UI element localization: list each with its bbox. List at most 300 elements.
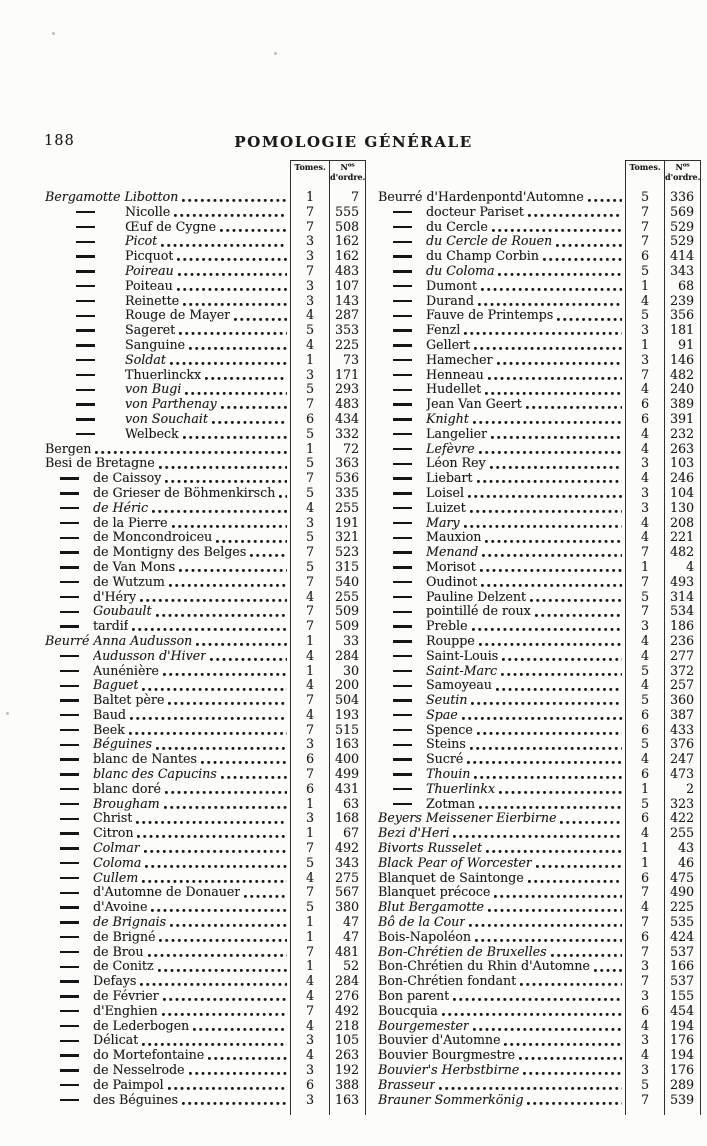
- variety-name: pointillé de roux: [426, 604, 531, 619]
- ordre-value: 30: [330, 664, 366, 679]
- variety-name: Bergen: [45, 441, 92, 456]
- tome-value: 6: [625, 397, 665, 412]
- ordre-value: 376: [665, 737, 701, 752]
- ordre-value: 540: [330, 575, 366, 590]
- ditto-dash: [393, 788, 412, 790]
- index-row: [378, 826, 701, 841]
- ditto-dash-cell: [378, 412, 426, 427]
- tome-value: 1: [290, 190, 330, 205]
- ditto-dash: [60, 995, 79, 997]
- tome-value: 4: [290, 1019, 330, 1034]
- ordre-value: 343: [330, 856, 366, 871]
- variety-name: Mary: [426, 515, 460, 530]
- ditto-dash: [76, 433, 95, 435]
- tome-value: 3: [290, 516, 330, 531]
- ditto-dash-cell: [378, 294, 426, 309]
- ditto-dash: [393, 270, 412, 272]
- dot-leader: [523, 1072, 622, 1075]
- variety-name: Thuerlinckx: [125, 367, 202, 382]
- ordre-value: 353: [330, 323, 366, 338]
- index-column-right: [366, 160, 701, 1115]
- variety-name: Délicat: [93, 1033, 139, 1048]
- dot-leader: [453, 998, 622, 1001]
- index-row: [45, 871, 366, 886]
- index-row: [378, 1033, 701, 1048]
- index-row: [378, 1093, 701, 1108]
- tome-value: 7: [625, 915, 665, 930]
- dot-leader: [499, 791, 622, 794]
- index-row: [45, 516, 366, 531]
- dot-leader: [169, 584, 287, 587]
- dot-leader: [498, 273, 622, 276]
- index-row: [45, 1093, 366, 1108]
- dot-leader: [543, 258, 622, 261]
- ditto-dash-cell: [45, 693, 93, 708]
- index-row: [378, 959, 701, 974]
- tome-value: 5: [290, 323, 330, 338]
- ditto-dash-cell: [45, 368, 125, 383]
- ditto-dash-cell: [45, 264, 125, 279]
- tome-value: 3: [625, 501, 665, 516]
- dot-leader: [148, 954, 288, 957]
- ditto-dash-cell: [378, 545, 426, 560]
- ordre-value: 193: [330, 708, 366, 723]
- tome-value: 3: [290, 234, 330, 249]
- ditto-dash-cell: [45, 427, 125, 442]
- variety-name: Langelier: [426, 426, 488, 441]
- ditto-dash-cell: [45, 871, 93, 886]
- tome-value: 7: [290, 945, 330, 960]
- ditto-dash: [76, 389, 95, 391]
- ditto-dash-cell: [378, 737, 426, 752]
- index-row: [378, 1063, 701, 1078]
- index-row: [378, 782, 701, 797]
- ditto-dash: [76, 270, 95, 272]
- index-row: [45, 811, 366, 826]
- dot-leader: [165, 480, 287, 483]
- ordre-value: 539: [665, 1093, 701, 1108]
- dot-leader: [183, 436, 287, 439]
- dot-leader: [492, 229, 622, 232]
- variety-name: de Nesselrode: [93, 1063, 185, 1078]
- ordre-value: 257: [665, 678, 701, 693]
- ditto-dash-cell: [45, 649, 93, 664]
- index-row: [45, 737, 366, 752]
- variety-name: Goubault: [93, 604, 152, 619]
- tome-value: 5: [625, 737, 665, 752]
- variety-name: Henneau: [426, 367, 484, 382]
- ditto-dash-cell: [45, 826, 93, 841]
- index-row: [45, 590, 366, 605]
- ordre-value: 315: [330, 560, 366, 575]
- variety-name: Brasseur: [378, 1077, 436, 1092]
- tome-value: 3: [625, 1063, 665, 1078]
- dot-leader: [468, 495, 622, 498]
- ditto-dash: [60, 655, 79, 657]
- index-row: [45, 752, 366, 767]
- variety-name: von Bugi: [125, 382, 182, 397]
- dot-leader: [453, 835, 622, 838]
- tome-value: 6: [625, 249, 665, 264]
- ditto-dash: [60, 921, 79, 923]
- dot-leader: [189, 1072, 287, 1075]
- ditto-dash: [60, 670, 79, 672]
- dot-leader: [588, 199, 622, 202]
- dot-leader: [485, 392, 622, 395]
- index-row: [45, 1063, 366, 1078]
- dot-leader: [170, 362, 287, 365]
- ordre-value: 43: [665, 841, 701, 856]
- ditto-dash: [393, 537, 412, 539]
- index-row: [378, 397, 701, 412]
- tome-value: 7: [625, 945, 665, 960]
- ordre-value: 247: [665, 752, 701, 767]
- ditto-dash-cell: [378, 427, 426, 442]
- index-row: [45, 353, 366, 368]
- index-row: [378, 1048, 701, 1063]
- variety-name: de Conitz: [93, 959, 154, 974]
- ditto-dash: [60, 877, 79, 879]
- index-row: [45, 826, 366, 841]
- tome-value: 6: [625, 723, 665, 738]
- variety-name: docteur Pariset: [426, 204, 524, 219]
- ditto-dash-cell: [45, 930, 93, 945]
- tome-value: 5: [290, 560, 330, 575]
- tome-value: 4: [290, 708, 330, 723]
- index-row: [45, 427, 366, 442]
- dot-leader: [478, 303, 622, 306]
- ditto-dash-cell: [45, 841, 93, 856]
- index-row: [378, 708, 701, 723]
- tome-value: 5: [625, 664, 665, 679]
- variety-name: Rouppe: [426, 633, 475, 648]
- index-row: [45, 397, 366, 412]
- ditto-dash: [393, 699, 412, 701]
- ordre-value: 225: [330, 338, 366, 353]
- ditto-dash: [393, 241, 412, 243]
- ditto-dash: [76, 211, 95, 213]
- ordre-value: 499: [330, 767, 366, 782]
- dot-leader: [177, 258, 287, 261]
- dot-leader: [490, 466, 622, 469]
- variety-name: von Souchait: [125, 411, 208, 426]
- dot-leader: [164, 806, 287, 809]
- ditto-dash-cell: [378, 442, 426, 457]
- ditto-dash: [60, 847, 79, 849]
- dot-leader: [491, 436, 622, 439]
- variety-name: Hudellet: [426, 382, 482, 397]
- ordre-value: 200: [330, 678, 366, 693]
- index-row: [378, 930, 701, 945]
- tome-value: 6: [290, 1078, 330, 1093]
- dot-leader: [151, 909, 287, 912]
- ditto-dash-cell: [378, 797, 426, 812]
- index-row: [378, 501, 701, 516]
- ditto-dash-cell: [378, 575, 426, 590]
- ditto-dash-cell: [378, 767, 426, 782]
- index-row: [45, 678, 366, 693]
- tome-value: 3: [625, 456, 665, 471]
- ordre-value: 493: [665, 575, 701, 590]
- variety-name: Sucré: [426, 752, 464, 767]
- ditto-dash-cell: [45, 382, 125, 397]
- index-row: [45, 649, 366, 664]
- tome-value: 3: [290, 279, 330, 294]
- dot-leader: [479, 806, 622, 809]
- ditto-dash-cell: [378, 382, 426, 397]
- dot-leader: [462, 717, 622, 720]
- variety-name: Bô de la Cour: [378, 915, 466, 930]
- ditto-dash: [60, 596, 79, 598]
- ditto-dash-cell: [378, 782, 426, 797]
- ditto-dash-cell: [45, 767, 93, 782]
- tome-value: 4: [625, 678, 665, 693]
- ditto-dash-cell: [378, 308, 426, 323]
- rule-tail: [378, 1107, 701, 1115]
- tome-value: 7: [290, 723, 330, 738]
- tome-value: 7: [290, 205, 330, 220]
- ordre-value: 192: [330, 1063, 366, 1078]
- ditto-dash-cell: [45, 234, 125, 249]
- ditto-dash: [60, 566, 79, 568]
- variety-name: Oudinot: [426, 574, 478, 589]
- variety-name: Loisel: [426, 485, 464, 500]
- variety-name: du Cercle de Rouen: [426, 234, 553, 249]
- ditto-dash-cell: [45, 737, 93, 752]
- dot-leader: [556, 244, 622, 247]
- ditto-dash-cell: [378, 368, 426, 383]
- dot-leader: [137, 835, 287, 838]
- ditto-dash: [393, 640, 412, 642]
- ditto-dash: [60, 862, 79, 864]
- index-row: [378, 590, 701, 605]
- dot-leader: [158, 969, 287, 972]
- variety-name: Picot: [125, 234, 158, 249]
- tome-value: 5: [290, 382, 330, 397]
- index-row: [45, 1078, 366, 1093]
- ditto-dash-cell: [45, 1093, 93, 1108]
- tome-value: 5: [625, 308, 665, 323]
- ditto-dash: [60, 832, 79, 834]
- tome-value: 4: [290, 871, 330, 886]
- dot-leader: [178, 273, 287, 276]
- ordre-value: 155: [665, 989, 701, 1004]
- column-headers-left: [45, 160, 366, 190]
- ditto-dash-cell: [378, 456, 426, 471]
- dot-leader: [208, 1057, 287, 1060]
- tome-value: 4: [290, 989, 330, 1004]
- ordre-value: 2: [665, 782, 701, 797]
- index-row: [378, 353, 701, 368]
- dot-leader: [168, 702, 287, 705]
- index-row: [45, 945, 366, 960]
- index-row: [45, 442, 366, 457]
- index-row: [378, 545, 701, 560]
- ditto-dash-cell: [378, 501, 426, 516]
- dot-leader: [560, 821, 622, 824]
- tome-value: 7: [290, 397, 330, 412]
- index-row: [378, 767, 701, 782]
- dot-leader: [551, 954, 622, 957]
- ordre-value: 73: [330, 353, 366, 368]
- ordre-value: 176: [665, 1033, 701, 1048]
- dot-leader: [156, 747, 287, 750]
- tome-value: 6: [625, 708, 665, 723]
- dot-leader: [196, 643, 287, 646]
- dot-leader: [130, 717, 287, 720]
- ditto-dash-cell: [45, 974, 93, 989]
- index-row: [45, 368, 366, 383]
- ordre-value: 343: [665, 264, 701, 279]
- variety-name: Rouge de Mayer: [125, 308, 231, 323]
- dot-leader: [279, 495, 287, 498]
- ditto-dash: [76, 255, 95, 257]
- variety-name: Saint-Marc: [426, 663, 498, 678]
- dot-leader: [189, 347, 287, 350]
- index-row: [45, 323, 366, 338]
- variety-name: Bezi d'Heri: [378, 826, 450, 841]
- ditto-dash: [76, 329, 95, 331]
- tome-value: 7: [625, 885, 665, 900]
- ordre-value: 431: [330, 782, 366, 797]
- ordre-value: 176: [665, 1063, 701, 1078]
- ordre-value: 336: [665, 190, 701, 205]
- ditto-dash: [393, 596, 412, 598]
- index-row: [378, 220, 701, 235]
- variety-name: du Coloma: [426, 263, 495, 278]
- variety-name: d'Héry: [93, 589, 137, 604]
- index-row: [378, 516, 701, 531]
- ordre-value: 387: [665, 708, 701, 723]
- dot-leader: [469, 924, 622, 927]
- ditto-dash-cell: [45, 412, 125, 427]
- ordre-value: 289: [665, 1078, 701, 1093]
- tome-value: 5: [625, 190, 665, 205]
- ordre-value: 263: [330, 1048, 366, 1063]
- scan-speck: [52, 32, 55, 35]
- ditto-dash-cell: [378, 471, 426, 486]
- index-row: [378, 442, 701, 457]
- index-row: [45, 575, 366, 590]
- ditto-dash: [393, 329, 412, 331]
- ditto-dash-cell: [45, 678, 93, 693]
- ditto-dash: [60, 936, 79, 938]
- index-column-left: [45, 160, 366, 1115]
- index-row: [378, 604, 701, 619]
- dot-leader: [210, 658, 287, 661]
- index-row: [378, 1004, 701, 1019]
- dot-leader: [528, 880, 622, 883]
- index-row: [378, 308, 701, 323]
- dot-leader: [479, 643, 622, 646]
- tome-value: 7: [290, 841, 330, 856]
- tome-value: 7: [625, 545, 665, 560]
- variety-name: Citron: [93, 826, 134, 841]
- variety-name: Baguet: [93, 678, 139, 693]
- ditto-dash: [393, 758, 412, 760]
- ditto-dash: [60, 818, 79, 820]
- tome-value: 5: [625, 264, 665, 279]
- ditto-dash-cell: [45, 471, 93, 486]
- ditto-dash-cell: [45, 590, 93, 605]
- dot-leader: [501, 673, 622, 676]
- ditto-dash: [393, 448, 412, 450]
- variety-name: de Brou: [93, 944, 144, 959]
- ordre-value: 232: [665, 427, 701, 442]
- index-row: [378, 634, 701, 649]
- variety-name: Steins: [426, 737, 466, 752]
- index-row: [45, 382, 366, 397]
- variety-name: Beek: [93, 722, 125, 737]
- index-row: [378, 264, 701, 279]
- ordre-value: 508: [330, 220, 366, 235]
- tome-value: 4: [625, 294, 665, 309]
- ordre-value: 146: [665, 353, 701, 368]
- ordre-value: 490: [665, 885, 701, 900]
- ditto-dash-cell: [45, 723, 93, 738]
- ditto-dash: [76, 226, 95, 228]
- variety-name: Bouvier d'Automne: [378, 1033, 501, 1048]
- ditto-dash: [60, 714, 79, 716]
- tome-value: 1: [625, 279, 665, 294]
- ditto-dash: [60, 581, 79, 583]
- index-row: [378, 871, 701, 886]
- ordre-value: 314: [665, 590, 701, 605]
- ordre-value: 537: [665, 974, 701, 989]
- ditto-dash: [393, 551, 412, 553]
- ditto-dash-cell: [378, 323, 426, 338]
- ditto-dash: [393, 477, 412, 479]
- tome-value: 4: [625, 382, 665, 397]
- dot-leader: [140, 983, 287, 986]
- tome-value: 5: [290, 427, 330, 442]
- variety-name: Jean Van Geert: [426, 397, 522, 412]
- tome-value: 4: [290, 1048, 330, 1063]
- ordre-value: 473: [665, 767, 701, 782]
- tome-value: 7: [290, 220, 330, 235]
- ditto-dash-cell: [45, 294, 125, 309]
- ditto-dash: [393, 463, 412, 465]
- index-row: [45, 545, 366, 560]
- index-row: [45, 220, 366, 235]
- ditto-dash-cell: [378, 264, 426, 279]
- ditto-dash-cell: [378, 649, 426, 664]
- index-row: [45, 530, 366, 545]
- tome-value: 3: [625, 1033, 665, 1048]
- index-row: [378, 619, 701, 634]
- tome-value: 7: [625, 604, 665, 619]
- ordre-value: 47: [330, 915, 366, 930]
- index-row: [378, 575, 701, 590]
- variety-name: Gellert: [426, 337, 471, 352]
- ditto-dash-cell: [45, 604, 93, 619]
- ditto-dash: [60, 980, 79, 982]
- tome-value: 3: [290, 1033, 330, 1048]
- ditto-dash-cell: [45, 353, 125, 368]
- dot-leader: [473, 1028, 622, 1031]
- dot-leader: [163, 998, 287, 1001]
- variety-name: de Février: [93, 989, 159, 1004]
- ordre-value: 218: [330, 1019, 366, 1034]
- tome-value: 3: [625, 619, 665, 634]
- dot-leader: [464, 525, 622, 528]
- index-row: [45, 856, 366, 871]
- name-header-spacer: [45, 160, 290, 190]
- index-row: [378, 678, 701, 693]
- index-row: [378, 974, 701, 989]
- variety-name: Bon-Chrétien du Rhin d'Automne: [378, 959, 590, 974]
- variety-name: de Héric: [93, 500, 149, 515]
